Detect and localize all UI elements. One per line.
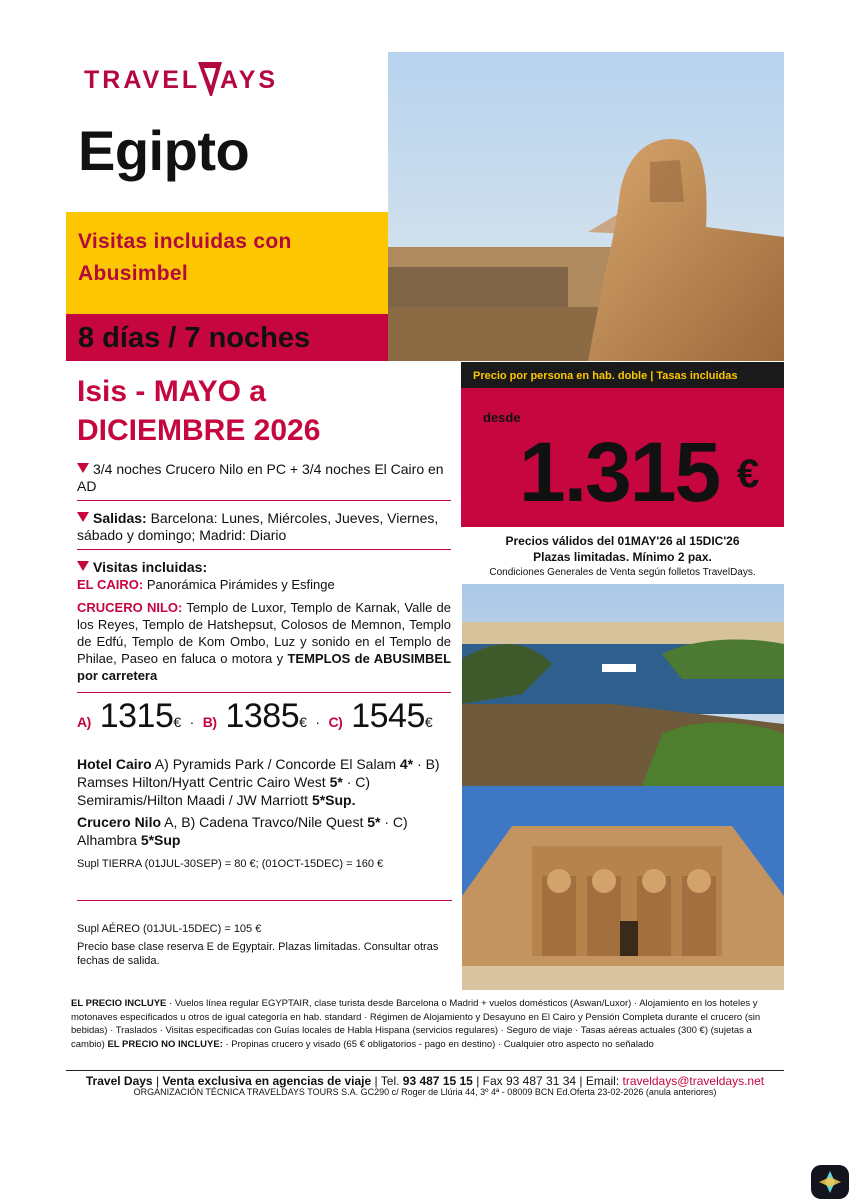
footer-divider bbox=[66, 1070, 784, 1071]
category-badge: 5*Sup. bbox=[311, 792, 356, 808]
incluye-text: · Vuelos línea regular EGYPTAIR, clase turista desde Barcelona o Madrid + vuelos domésticos (Aswan/Luxor) · Alojamiento en los hoteles y motonaves especificados u otros de igual categoría en hab. standard · Régimen de Alojamiento y Desayuno en El Cairo y Pensión Completa durante el crucero (sin bebidas) · Traslados · Visitas especificadas con Guías locales de Habla Hispana (servicios regulares) · Seguro de viaje · Tasas aéreas actuales (300 €) (sujetas a cambio) bbox=[71, 998, 761, 1050]
footer-venta: Venta exclusiva en agencias de viaje bbox=[162, 1074, 372, 1088]
footer-contact bbox=[66, 1074, 784, 1088]
option-a-price: 1315 bbox=[99, 697, 174, 735]
hotel-nilo bbox=[77, 813, 452, 849]
price-box bbox=[461, 388, 784, 527]
option-b-price: 1385 bbox=[225, 697, 300, 735]
triangle-bullet-icon bbox=[77, 561, 89, 571]
traveldays-logo bbox=[84, 62, 294, 102]
footer-brand: Travel Days bbox=[85, 1074, 153, 1088]
category-badge: 4* bbox=[399, 756, 414, 772]
crucero-bold-text: TEMPLOS de ABUSIMBEL por carretera bbox=[77, 651, 452, 683]
duration-text: 8 días / 7 noches bbox=[78, 322, 311, 354]
bullet-visitas bbox=[77, 559, 451, 693]
footer-phone: 93 487 15 15 bbox=[402, 1074, 473, 1088]
category-badge: 5* bbox=[367, 814, 381, 830]
separator: · bbox=[315, 714, 320, 730]
option-b-label: B) bbox=[202, 714, 217, 730]
salidas-label: Salidas: bbox=[93, 510, 147, 526]
salidas-text: Barcelona: Lunes, Miércoles, Jueves, Viernes, sábado y domingo; Madrid: Diario bbox=[77, 510, 439, 543]
hotel-cairo-c: · C) Semiramis/Hilton Maadi / JW Marriott bbox=[77, 774, 371, 808]
hotel-cairo-label: Hotel Cairo bbox=[77, 756, 152, 772]
option-a-label: A) bbox=[77, 714, 91, 730]
logo-text-right: AYS bbox=[220, 66, 279, 94]
footer-legal: ORGANIZACIÓN TÉCNICA TRAVELDAYS TOURS S.A. GC290 c/ Roger de Llúria 44, 3º 4ª - 08009 BCN Ed.Oferta 23-02-2026 (anula anteriores) bbox=[133, 1087, 717, 1097]
price-header-text: Precio por persona en hab. doble | Tasas incluidas bbox=[473, 370, 738, 382]
duration-box bbox=[66, 314, 388, 361]
option-c-price: 1545 bbox=[351, 697, 425, 735]
app-badge-icon[interactable] bbox=[811, 1165, 849, 1199]
main-price: 1.315 bbox=[519, 425, 720, 519]
footer-tel-label: | Tel. bbox=[371, 1074, 403, 1088]
option-c-label: C) bbox=[328, 714, 343, 730]
no-incluye-text: · Propinas crucero y visado (65 € obligatorios - pago en destino) · Cualquier otro aspecto no señalado bbox=[222, 1038, 654, 1050]
footer-sep: | bbox=[152, 1074, 163, 1088]
main-price-currency: € bbox=[737, 452, 760, 496]
hotel-nilo-ab: A, B) Cadena Travco/Nile Quest bbox=[161, 814, 368, 830]
category-badge: 5*Sup bbox=[140, 832, 181, 848]
triangle-bullet-icon bbox=[77, 512, 89, 522]
abu-simbel-photo bbox=[462, 786, 784, 990]
triangle-bullet-icon bbox=[77, 463, 89, 473]
currency-symbol: € bbox=[299, 714, 307, 730]
tour-subtitle: Isis - MAYO a DICIEMBRE 2026 bbox=[77, 375, 321, 447]
conditions-note: Condiciones Generales de Venta según folletos TravelDays. bbox=[489, 567, 756, 578]
hotel-nilo-label: Crucero Nilo bbox=[77, 814, 162, 830]
validity-plazas: Plazas limitadas. Mínimo 2 pax. bbox=[533, 550, 712, 564]
footer-email-link[interactable]: traveldays@traveldays.net bbox=[622, 1074, 765, 1088]
nile-photo bbox=[462, 584, 784, 786]
category-badge: 5* bbox=[329, 774, 343, 790]
hotel-cairo-a: A) Pyramids Park / Concorde El Salam bbox=[151, 756, 400, 772]
hotel-nilo-c: · C) Alhambra bbox=[77, 814, 408, 848]
highlight-box bbox=[66, 212, 388, 314]
hotel-cairo-b: · B) Ramses Hilton/Hyatt Centric Cairo West bbox=[77, 756, 440, 790]
supl-aereo: Supl AÉREO (01JUL-15DEC) = 105 € bbox=[77, 923, 262, 935]
precio-base: Precio base clase reserva E de Egyptair. Plazas limitadas. Consultar otras fechas de salida. bbox=[77, 941, 439, 967]
hotel-list bbox=[77, 755, 452, 853]
incluye-label: EL PRECIO INCLUYE bbox=[71, 998, 167, 1009]
crucero-text: Templo de Luxor, Templo de Karnak, Valle de los Reyes, Templo de Hatshepsut, Colosos de Memnon, Templo de Edfú, Templo de Kom Ombo, Luz y sonido en el Templo de Philae, Paseo en faluca o motora y bbox=[77, 600, 452, 666]
page-title: Egipto bbox=[78, 119, 250, 182]
bullet-cruise-nights bbox=[77, 461, 451, 501]
separator: · bbox=[189, 714, 194, 730]
price-header-bar bbox=[461, 362, 784, 388]
footer-fax-email-label: | Fax 93 487 31 34 | Email: bbox=[472, 1074, 623, 1088]
highlight-text: Visitas incluidas con Abusimbel bbox=[78, 230, 292, 285]
currency-symbol: € bbox=[424, 714, 433, 730]
supl-tierra: Supl TIERRA (01JUL-30SEP) = 80 €; (01OCT-15DEC) = 160 € bbox=[77, 858, 384, 870]
logo-text-left: TRAVEL bbox=[84, 66, 201, 94]
validity-dates: Precios válidos del 01MAY'26 al 15DIC'26 bbox=[505, 534, 740, 548]
sphinx-photo bbox=[388, 52, 784, 361]
visitas-label: Visitas incluidas: bbox=[93, 559, 208, 575]
divider bbox=[77, 900, 452, 901]
no-incluye-label: EL PRECIO NO INCLUYE: bbox=[107, 1038, 223, 1050]
hotel-cairo bbox=[77, 755, 452, 809]
cairo-label: EL CAIRO: bbox=[77, 577, 144, 592]
desde-label: desde bbox=[483, 410, 521, 425]
price-options bbox=[77, 697, 457, 736]
bullet-text: 3/4 noches Crucero Nilo en PC + 3/4 noches El Cairo en AD bbox=[77, 461, 444, 494]
currency-symbol: € bbox=[173, 714, 181, 730]
cairo-text: Panorámica Pirámides y Esfinge bbox=[143, 577, 335, 592]
crucero-label: CRUCERO NILO: bbox=[77, 600, 183, 615]
tour-details bbox=[77, 461, 451, 702]
validity bbox=[461, 533, 784, 565]
bullet-salidas bbox=[77, 510, 451, 550]
price-includes bbox=[71, 997, 781, 1051]
